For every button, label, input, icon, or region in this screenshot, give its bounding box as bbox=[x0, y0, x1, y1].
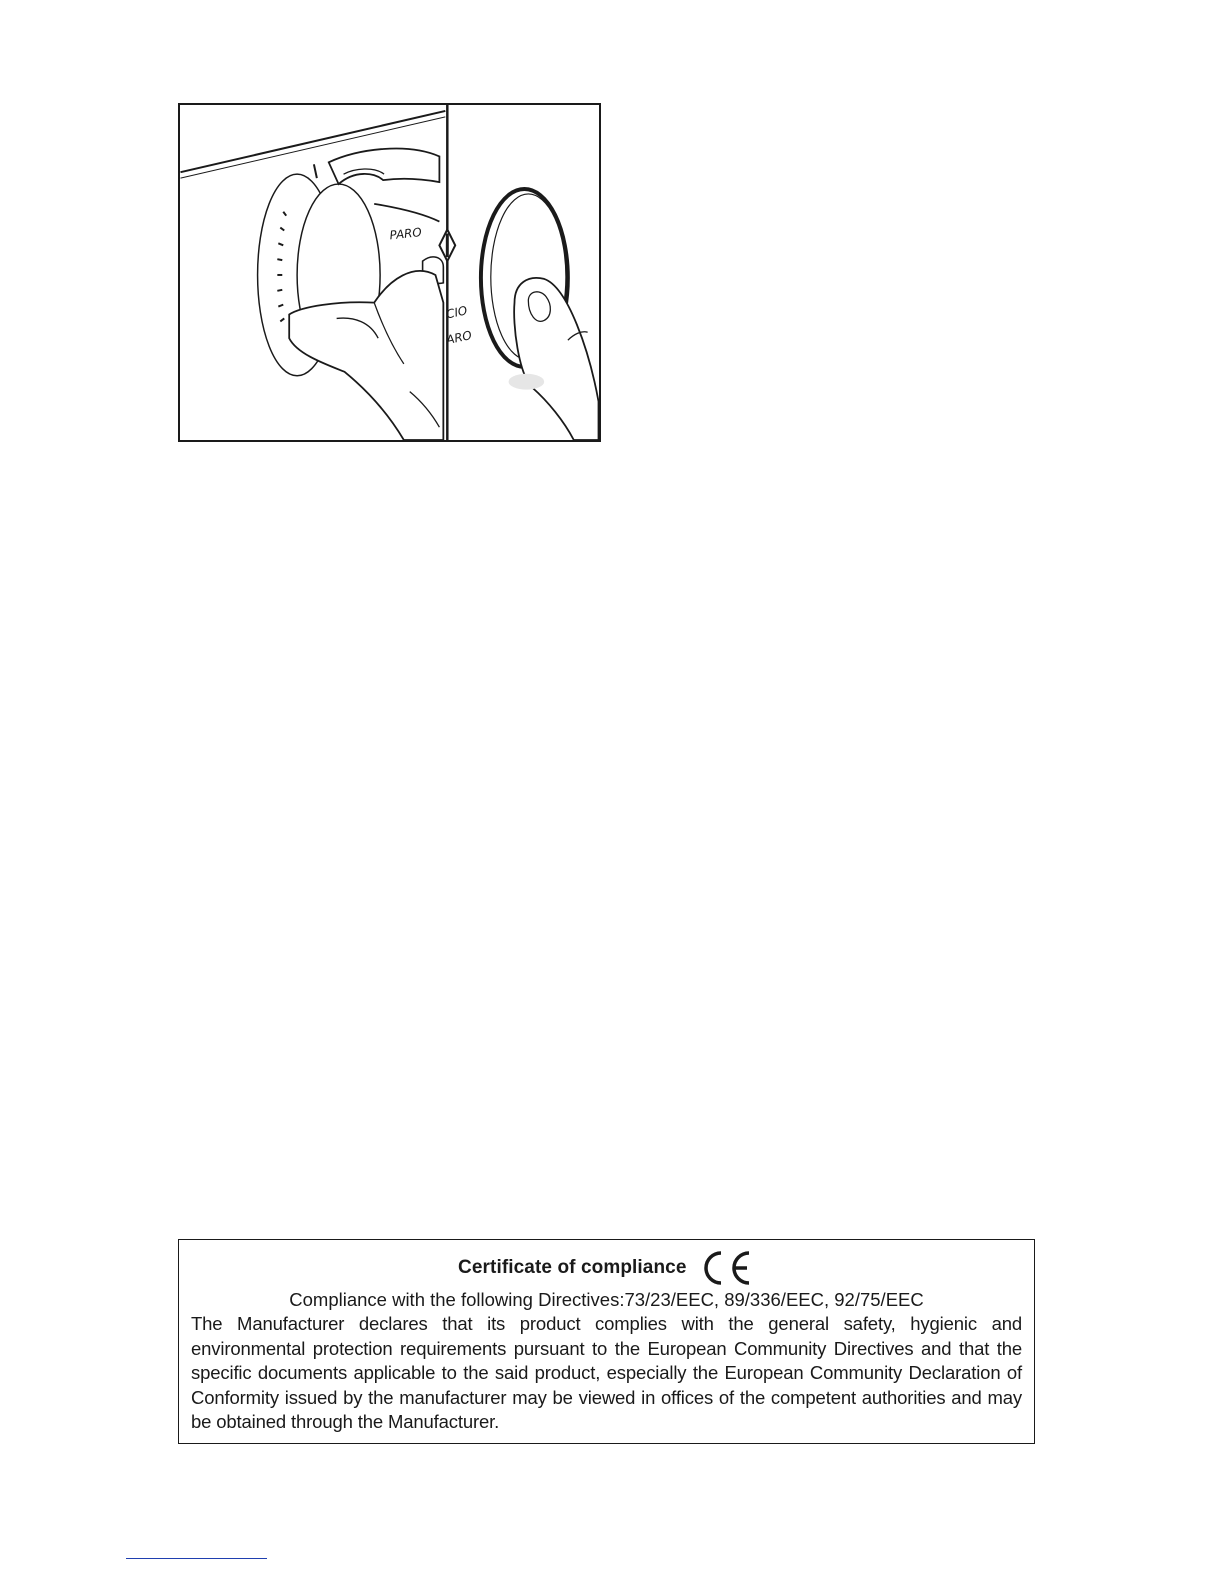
cio-label: CIO bbox=[445, 303, 469, 322]
certificate-body: The Manufacturer declares that its product complies with the general safety, hygienic and environmental protection requirements pursuant to the European Community Directives and that the specific documents applicable to the said product, especially the European Community Declaration of Conformity issued by the manufacturer may be viewed in offices of the competent authorities and may be obtained through the Manufacturer. bbox=[191, 1313, 1022, 1433]
right-panel-button-finger bbox=[439, 189, 598, 440]
left-panel-knob-hand bbox=[180, 111, 445, 440]
certificate-box bbox=[178, 1239, 1035, 1444]
footer-rule bbox=[126, 1558, 267, 1559]
aro-label: ARO bbox=[445, 328, 474, 348]
knob-illustration-drawing bbox=[180, 105, 599, 440]
certificate-directives: Compliance with the following Directives:73/23/EEC, 89/336/EEC, 92/75/EEC bbox=[289, 1289, 924, 1310]
certificate-title: Certificate of compliance bbox=[458, 1257, 687, 1278]
certificate-title-row bbox=[191, 1248, 1022, 1288]
ce-mark-icon bbox=[699, 1249, 755, 1287]
paro-label: PARO bbox=[388, 225, 423, 243]
knob-illustration bbox=[178, 103, 601, 442]
